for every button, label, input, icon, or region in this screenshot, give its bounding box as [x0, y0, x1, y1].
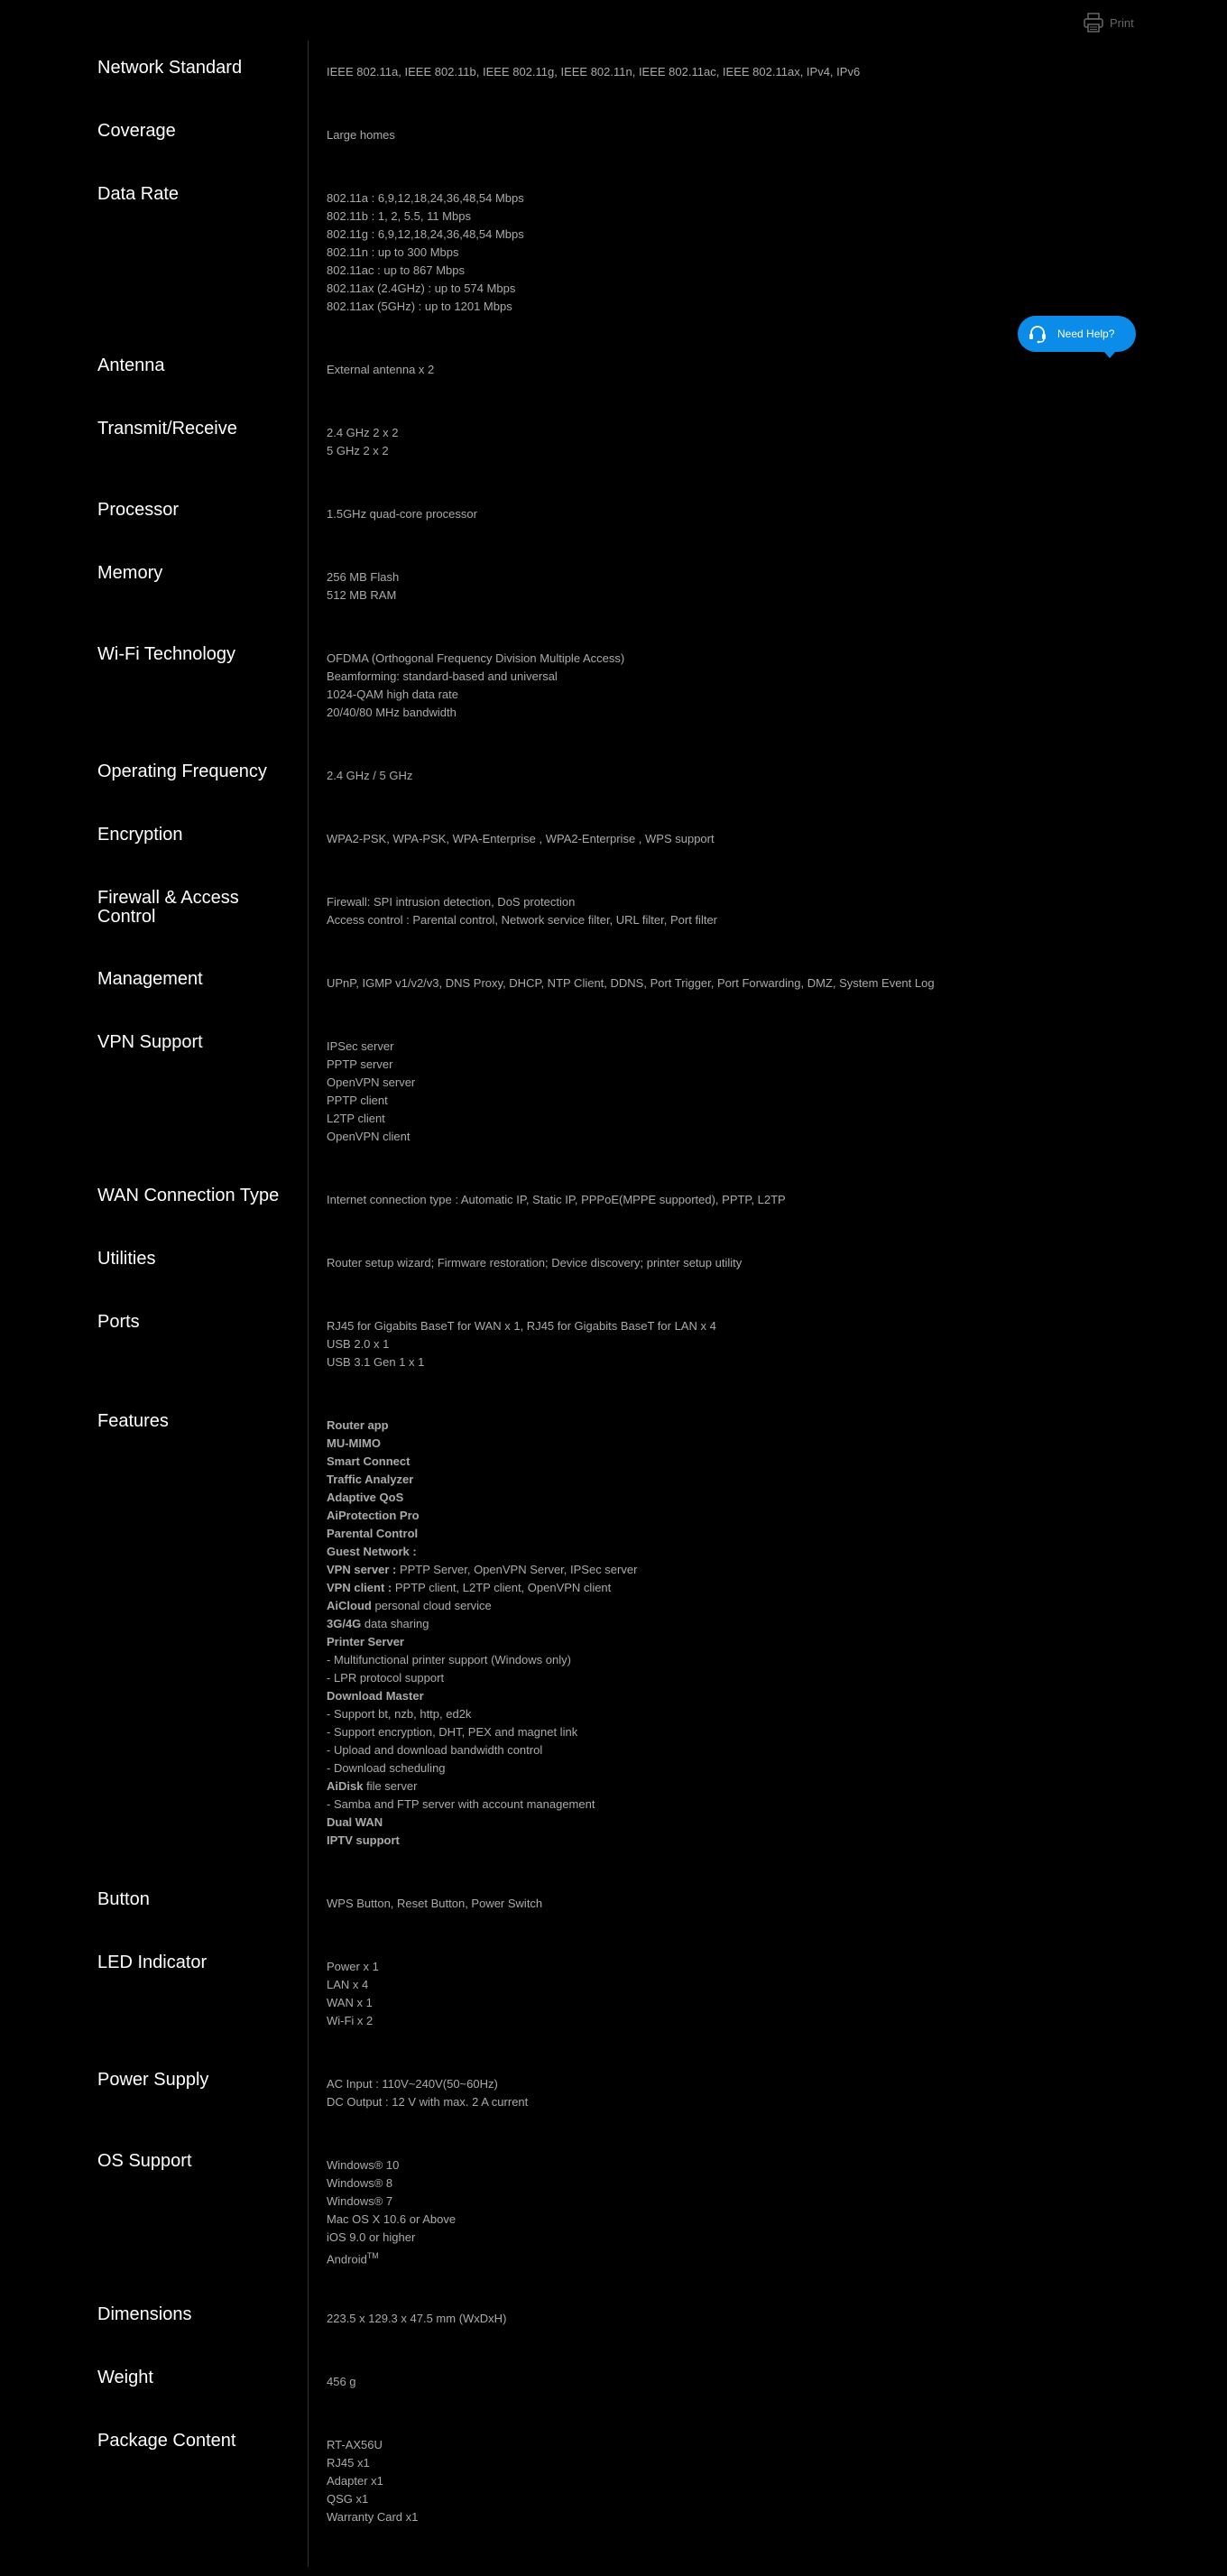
feature-line: VPN server : PPTP Server, OpenVPN Server, IPSec server [327, 1563, 638, 1576]
spec-value: External antenna x 2 [327, 363, 435, 376]
feature-line: Parental Control [327, 1527, 419, 1540]
spec-value: UPnP, IGMP v1/v2/v3, DNS Proxy, DHCP, NTP Client, DDNS, Port Trigger, Port Forwarding, DMZ, System Event Log [327, 976, 935, 990]
feature-line: - Download scheduling [327, 1761, 446, 1775]
spec-value: RT-AX56U RJ45 x1 Adapter x1 QSG x1 Warranty Card x1 [327, 2438, 419, 2524]
feature-line: - Support bt, nzb, http, ed2k [327, 1707, 472, 1721]
spec-label: WAN Connection Type [97, 1186, 280, 1205]
help-bubble-tail [1103, 351, 1116, 358]
feature-line: - LPR protocol support [327, 1671, 445, 1685]
feature-line: Download Master [327, 1689, 424, 1703]
spec-value: Firewall: SPI intrusion detection, DoS protection Access control : Parental control, Network service filter, URL filter, Port filter [327, 895, 717, 927]
feature-line: AiCloud personal cloud service [327, 1599, 492, 1612]
spec-label: Management [97, 969, 203, 989]
spec-label: Data Rate [97, 184, 180, 204]
feature-line: Guest Network : [327, 1545, 417, 1558]
feature-line: - Upload and download bandwidth control [327, 1743, 543, 1757]
spec-label: OS Support [97, 2151, 192, 2171]
spec-value: 256 MB Flash 512 MB RAM [327, 570, 400, 602]
spec-value: Large homes [327, 128, 395, 142]
spec-label: Encryption [97, 825, 183, 845]
spec-value: 456 g [327, 2375, 356, 2388]
spec-value: 802.11a : 6,9,12,18,24,36,48,54 Mbps 802.11b : 1, 2, 5.5, 11 Mbps 802.11g : 6,9,12,18,24,36,48,54 Mbps 802.11n : up to 300 Mbps 802.11ac : up to 867 Mbps 802.11ax (2.4GHz) : up to 574 Mbps 802.11ax (5GHz) : up to 1201 Mbps [327, 191, 524, 313]
spec-label: Utilities [97, 1249, 156, 1269]
spec-value: WPA2-PSK, WPA-PSK, WPA-Enterprise , WPA2-Enterprise , WPS support [327, 832, 715, 845]
spec-label: Processor [97, 500, 180, 520]
print-label: Print [1110, 15, 1134, 30]
need-help-button[interactable] [1018, 316, 1136, 352]
feature-line: Traffic Analyzer [327, 1473, 414, 1486]
spec-label: LED Indicator [97, 1953, 208, 1972]
spec-label: VPN Support [97, 1032, 203, 1052]
printer-icon [1083, 13, 1104, 32]
feature-line: - Support encryption, DHT, PEX and magnet link [327, 1725, 578, 1739]
spec-value: OFDMA (Orthogonal Frequency Division Multiple Access) Beamforming: standard-based and universal 1024-QAM high data rate 20/40/80 MHz bandwidth [327, 651, 625, 719]
spec-value [327, 1417, 1193, 1850]
spec-value: WPS Button, Reset Button, Power Switch [327, 1897, 543, 1910]
feature-line: VPN client : PPTP client, L2TP client, OpenVPN client [327, 1581, 612, 1594]
spec-label: Memory [97, 563, 163, 583]
need-help-label: Need Help? [1057, 328, 1115, 340]
feature-line: Dual WAN [327, 1815, 383, 1829]
spec-label: Power Supply [97, 2070, 209, 2090]
feature-line: Smart Connect [327, 1454, 411, 1468]
feature-line: MU-MIMO [327, 1436, 381, 1450]
spec-label: Firewall & Access Control [97, 888, 239, 927]
spec-label: Dimensions [97, 2304, 192, 2324]
spec-label: Transmit/Receive [97, 419, 237, 439]
feature-line: - Multifunctional printer support (Windows only) [327, 1653, 571, 1667]
spec-label: Package Content [97, 2431, 236, 2451]
spec-value: RJ45 for Gigabits BaseT for WAN x 1, RJ45 for Gigabits BaseT for LAN x 4 USB 2.0 x 1 USB 3.1 Gen 1 x 1 [327, 1319, 716, 1369]
column-divider [308, 41, 309, 2567]
feature-line: Adaptive QoS [327, 1491, 404, 1504]
spec-label: Features [97, 1411, 169, 1431]
feature-line: - Samba and FTP server with account management [327, 1797, 595, 1811]
feature-line: AiProtection Pro [327, 1509, 420, 1522]
spec-label: Operating Frequency [97, 762, 267, 781]
spec-value: 1.5GHz quad-core processor [327, 507, 477, 521]
spec-label: Coverage [97, 121, 176, 141]
spec-value: Power x 1 LAN x 4 WAN x 1 Wi-Fi x 2 [327, 1960, 379, 2027]
spec-value: Windows® 10 Windows® 8 Windows® 7 Mac OS X 10.6 or Above iOS 9.0 or higher Android™ [327, 2158, 457, 2267]
spec-value: IPSec server PPTP server OpenVPN server PPTP client L2TP client OpenVPN client [327, 1039, 416, 1143]
feature-line: AiDisk file server [327, 1779, 418, 1793]
spec-label: Wi-Fi Technology [97, 644, 236, 664]
spec-label: Button [97, 1889, 150, 1909]
spec-value: 223.5 x 129.3 x 47.5 mm (WxDxH) [327, 2312, 507, 2325]
spec-label: Network Standard [97, 58, 243, 78]
spec-value: 2.4 GHz 2 x 2 5 GHz 2 x 2 [327, 426, 399, 457]
headset-icon [1025, 321, 1050, 346]
print-button[interactable] [1083, 13, 1134, 32]
feature-line: Printer Server [327, 1635, 404, 1648]
spec-label: Ports [97, 1312, 140, 1332]
feature-line: IPTV support [327, 1833, 400, 1847]
feature-line: 3G/4G data sharing [327, 1617, 429, 1630]
spec-label: Antenna [97, 355, 165, 375]
spec-label: Weight [97, 2368, 153, 2387]
spec-value: Internet connection type : Automatic IP, Static IP, PPPoE(MPPE supported), PPTP, L2TP [327, 1193, 786, 1206]
spec-value: Router setup wizard; Firmware restoration; Device discovery; printer setup utility [327, 1256, 743, 1270]
feature-line: Router app [327, 1418, 389, 1432]
spec-value: IEEE 802.11a, IEEE 802.11b, IEEE 802.11g, IEEE 802.11n, IEEE 802.11ac, IEEE 802.11ax, IPv4, IPv6 [327, 65, 861, 78]
spec-value: AC Input : 110V~240V(50~60Hz) DC Output : 12 V with max. 2 A current [327, 2077, 529, 2109]
spec-value: 2.4 GHz / 5 GHz [327, 769, 413, 782]
